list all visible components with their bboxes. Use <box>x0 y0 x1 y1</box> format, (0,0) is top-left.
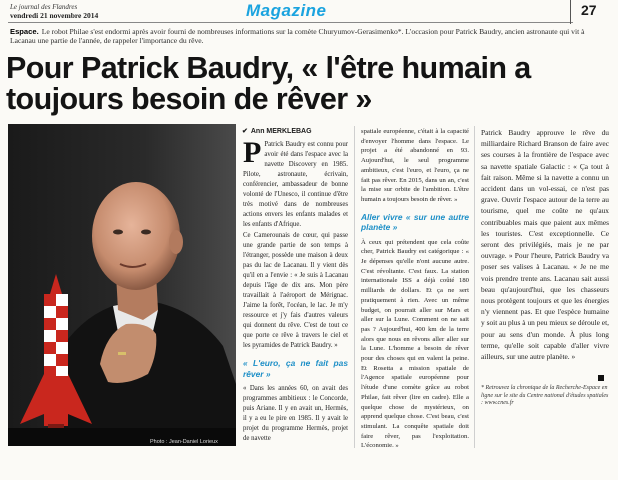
intro-paragraph <box>10 27 590 45</box>
paragraph: Ce Camerounais de cœur, qui passe une grande partie de son temps à l'étranger, possède une maison à deux pas du lac de Lacanau. Il y vient dès qu'il en a l'envie : « Je suis à Lacanau depuis l'âge de dix ans. Mon père travaillait à l'aéroport de Mérignac. J'aime la forêt, l'océan, le lac. Je m'y ressource et j'y fais d'autres valeurs qui donnent du rêve. C'est de tout ce que porte ce rêve à travers le ciel et les pyramides de Patrick Baudry. » <box>243 232 348 349</box>
drop-cap: P <box>243 136 262 169</box>
portrait-illustration <box>8 124 236 446</box>
issue-date: vendredi 21 novembre 2014 <box>10 11 99 20</box>
paragraph <box>243 136 348 230</box>
page-number: 27 <box>581 2 597 18</box>
paragraph: À ceux qui prétendent que cela coûte cher, Patrick Baudry est catégorique : « Je dépenses qu'elle n'ont aucune autre. C'est révoltante. C'est faux. La station internationale ISS a déjà coûté 180 milliards de dollars. Et ça ne sert pratiquement à rien. Avec un même budget, on pourrait aller sur Mars et aller sur la Lune. Comment on ne sait pas ? Aujourd'hui, 400 km de la terre alors que nous en rêvons aller aller sur la Lune. L'homme a besoin de rêver pour des choses qui en valent la peine. Et Rosetta a mission spatiale de l'Agence spatiale européenne pour l'étude d'une comète grâce au robot Philae, fait rêver (lire en cadre). Elle a quelque chose de mystérieux, on apprend quelque chose. C'est beau, c'est stimulant. La conquête spatiale doit faire rêver, pas l'exploitation. L'économie. » <box>361 238 469 450</box>
article-column-2 <box>361 127 469 451</box>
end-mark <box>598 375 604 381</box>
paragraph: « Dans les années 60, on avait des programmes ambitieux : le Concorde, puis Ariane. Il y en avait un, Hermès, il y a eu le pire en 1985. Il y avait le projet du programme Hermès, projet de navette <box>243 385 348 442</box>
column-divider <box>474 126 475 448</box>
subheading: Aller vivre « sur une autre planète » <box>361 211 469 233</box>
paragraph-text: Patrick Baudry est connu pour avoir été dans l'espace avec la navette Discovery en 1985. Pilote, astronaute, écrivain, conférencier, ambassadeur de bonne volonté de l'Unesco, il continue d'être très motivé dans de nombreuses actions envers les enfants malades et les enfants d'Afrique. <box>243 141 348 228</box>
intro-text: Le robot Philae s'est endormi après avoir fourni de nombreuses informations sur la comète Churyumov-Gerasimenko*. L'occasion pour Patrick Baudry, ancien astronaute qui vit à Lacanau une partie de l'année, de rappeler l'importance du rêve. <box>10 27 585 45</box>
photo-credit: Photo : Jean-Daniel Lorieux <box>150 439 218 445</box>
header-rule <box>8 22 573 23</box>
newspaper-name: Le journal des Flandres <box>10 3 78 11</box>
byline <box>242 127 312 135</box>
headline: Pour Patrick Baudry, « l'être humain a toujours besoin de rêver » <box>6 51 531 116</box>
subheading: « L'euro, ça ne fait pas rêver » <box>243 358 348 379</box>
paragraph: spatiale européenne, c'était à la capacité d'envoyer l'homme dans l'espace. Le projet a été abandonné en 93. Aujourd'hui, le seul programme ambitieux, c'est l'euro, et l'euro, ça ne fait pas rêver. En 2015, dans un an, c'est la mise sur orbite de l'ambition. L'être humain a toujours besoin de rêver. » <box>361 128 469 203</box>
masthead <box>0 0 618 24</box>
footnote: * Retrouvez la chronique de la Recherche-Espace en ligne sur le site du Centre national d'études spatiales : www.cnes.fr <box>481 385 609 406</box>
intro-lead: Espace. <box>10 27 39 36</box>
paragraph: Patrick Baudry approuve le rêve du milliardaire Richard Branson de faire avec ses courses à la frontière de l'espace avec sa navette spatiale Galactic : « Ça tout à fait raison. Même si la navette a connu un accident dans un vol-essai, ce n'est pas grave. Ouvrir l'espace autour de la terre au tourisme, quel me coûte ne qu'aux contribuables mais que paient aux mêmes les touristes. C'est exceptionnelle. Ce seront des privilégiés, mais je ne par ouvrage. » Pour l'heure, Patrick Baudry va poser ses valises à Lacanau. « Je ne me vois prendre trente ans. Lacanau sait aussi beau qu'aujourd'hui, que les chasseurs nous protègent toujours et que les énergies n'y viennent pas. Et que l'espèce humaine y soit au plus à un peu mieux se déroule et, pour au sens d'un monde. À plus long terme, qu'elle soit capable d'aller vivre ailleurs, sur une autre planète. » <box>481 128 609 362</box>
column-divider <box>354 126 355 448</box>
byline-author: Ann MERKLEBAG <box>250 128 312 135</box>
check-icon: ✔ <box>242 128 248 135</box>
section-title: Magazine <box>246 1 327 20</box>
article-column-1 <box>243 136 348 444</box>
article-column-3 <box>481 127 609 362</box>
portrait-photo <box>8 124 236 446</box>
